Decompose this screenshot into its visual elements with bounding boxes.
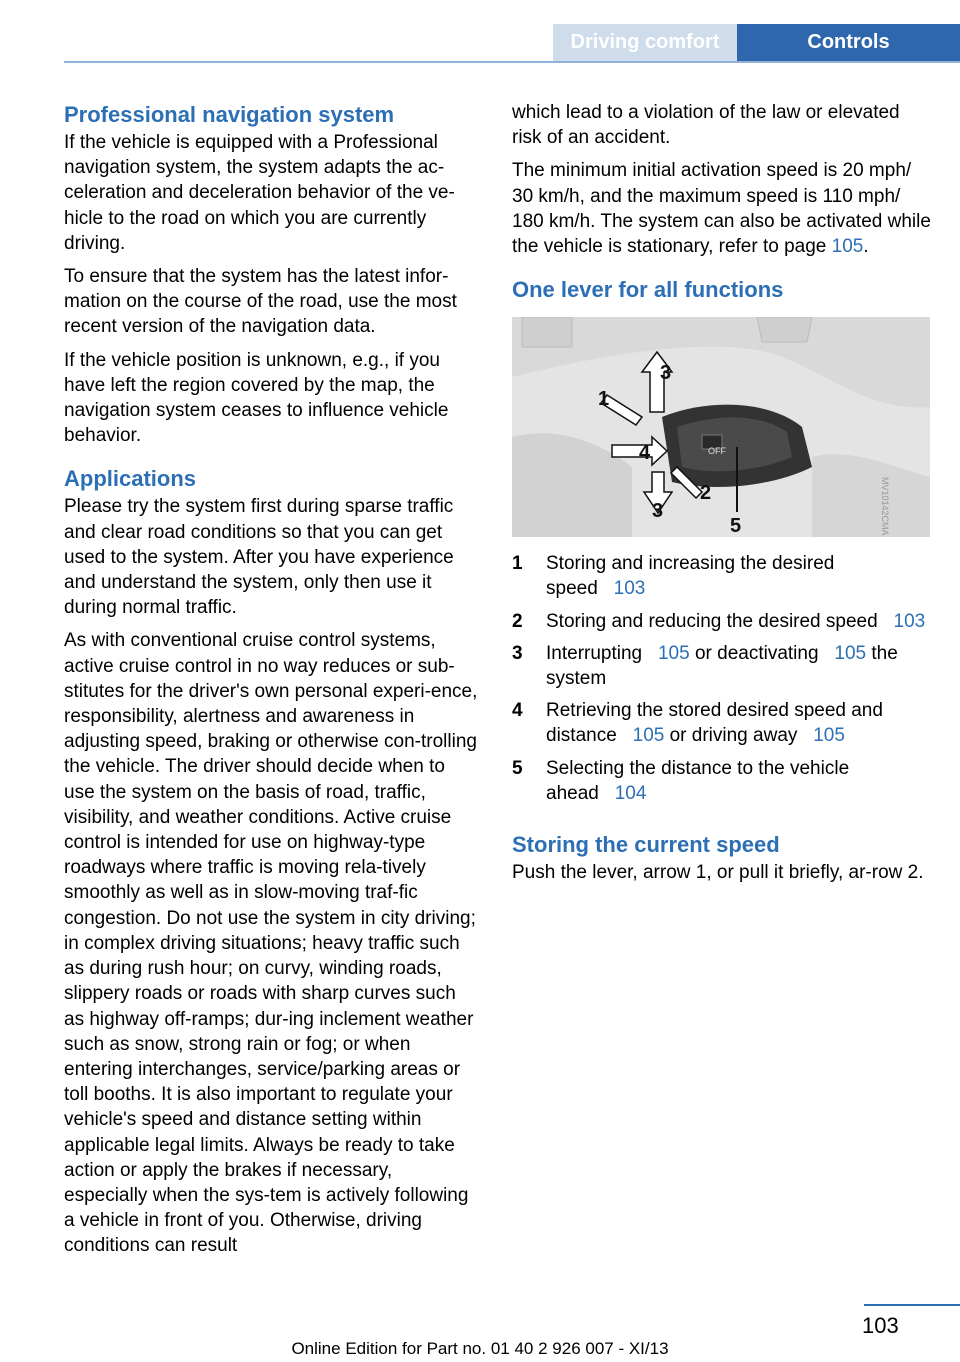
label-4: 4 (639, 442, 651, 465)
footer-edition: Online Edition for Part no. 01 40 2 926 007 - XI/13 (291, 1339, 669, 1358)
figure-code: MV10142CMA (880, 477, 890, 536)
legend-text (546, 641, 932, 691)
paragraph-text: The minimum initial activation speed is 20 mph/ 30 km/h, and the maximum speed is 110 mph/ 180 km/h. The system can also be activated while the vehicle is stationary, refer to page (512, 160, 931, 258)
legend-number: 1 (512, 553, 523, 575)
header-section-tab: Driving comfort (553, 24, 737, 61)
paragraph: Push the lever, arrow 1, or pull it briefly, ar‐row 2. (512, 862, 924, 884)
legend-item-1 (512, 551, 932, 601)
label-5: 5 (730, 515, 742, 538)
page-link[interactable]: 105 (632, 725, 665, 747)
right-column (512, 100, 932, 893)
label-3-top: 3 (660, 362, 672, 385)
label-2: 2 (700, 482, 712, 505)
header-rule (64, 61, 960, 63)
page-link[interactable]: 105 (834, 642, 867, 664)
paragraph: If the vehicle is equipped with a Professional navigation system, the system adapts the ac‐celeration and deceleration behavior of the ve‐hicle to the road on which you are currently driving. (64, 132, 455, 254)
legend-number: 5 (512, 757, 523, 779)
legend-end: the system (546, 642, 898, 690)
legend-text (546, 609, 932, 634)
lever-illustration (512, 317, 930, 537)
legend-description: Storing and increasing the desired speed (546, 553, 835, 600)
label-1: 1 (598, 388, 610, 411)
legend-item-4 (512, 698, 932, 748)
page-link[interactable]: 105 (657, 642, 690, 664)
heading-applications: Applications (64, 466, 197, 492)
figure-legend (512, 551, 932, 806)
legend-description: Interrupting (546, 642, 643, 664)
page-link[interactable]: 103 (893, 610, 926, 632)
page-link-105[interactable]: 105 (831, 236, 864, 258)
paragraph: which lead to a violation of the law or elevated risk of an accident. (512, 102, 900, 149)
paragraph-activation-speed (512, 158, 932, 259)
legend-text (546, 756, 932, 806)
paragraph: Please try the system first during sparse traffic and clear road conditions so that you can get used to the system. After you have experience and understand the system, only then use it during normal traffic. (64, 496, 454, 619)
page-link[interactable]: 103 (613, 578, 646, 600)
left-column (64, 100, 480, 1267)
heading-professional-navigation: Professional navigation system (64, 102, 395, 127)
legend-item-2 (512, 609, 932, 634)
header-chapter-tab: Controls (737, 24, 960, 61)
legend-mid: or driving away (664, 725, 798, 747)
legend-text (546, 551, 932, 601)
off-label: OFF (708, 446, 726, 457)
page-link[interactable]: 104 (614, 782, 647, 804)
paragraph: To ensure that the system has the latest infor‐mation on the course of the road, use the most recent version of the navigation data. (64, 266, 457, 338)
legend-item-5 (512, 756, 932, 806)
legend-number: 2 (512, 610, 523, 632)
paragraph: As with conventional cruise control systems, active cruise control in no way reduces or sub‐stitutes for the driver's own personal experi‐ence, responsibility, alertness and awareness in adjusting speed, braking or otherwise con‐trolling the vehicle. The driver should decide when to use the system on the basis of road, traffic, visibility, and weather conditions. Active cruise control is intended for use on highway-type roadways where traffic is moving rela‐tively smoothly as well as in slow-moving traf‐fic congestion. Do not use the system in city driving; in complex driving situations; heavy traffic such as during rush hour; on curvy, winding roads, slippery roads or roads with sharp curves such as highway off-ramps; dur‐ing inclement weather such as snow, strong rain or fog; or when entering interchanges, service/parking areas or toll booths. It is also important to regulate your vehicle's speed and distance setting within applicable legal limits. Always be ready to take action or apply the brakes if necessary, especially when the sys‐tem is actively following a vehicle in front of you. Otherwise, driving conditions can result (64, 630, 478, 1257)
heading-one-lever: One lever for all functions (512, 277, 784, 303)
paragraph-end: . (863, 236, 869, 258)
page-link[interactable]: 105 (813, 725, 845, 747)
paragraph: If the vehicle position is unknown, e.g., if you have left the region covered by the map, the navigation system ceases to influence vehicle behavior. (64, 349, 449, 447)
lever-diagram (512, 317, 930, 537)
legend-description: Selecting the distance to the vehicle ahead (546, 757, 850, 804)
footer-rule (864, 1304, 960, 1306)
label-3-bottom: 3 (652, 500, 664, 523)
heading-storing-speed: Storing the current speed (512, 832, 780, 858)
legend-number: 3 (512, 642, 523, 664)
legend-text (546, 698, 932, 748)
page-number: 103 (862, 1313, 899, 1338)
legend-number: 4 (512, 700, 523, 722)
legend-item-3 (512, 641, 932, 691)
legend-mid: or deactivating (689, 642, 819, 664)
legend-description: Retrieving the stored desired speed and distance (546, 700, 883, 747)
legend-description: Storing and reducing the desired speed (546, 610, 878, 632)
